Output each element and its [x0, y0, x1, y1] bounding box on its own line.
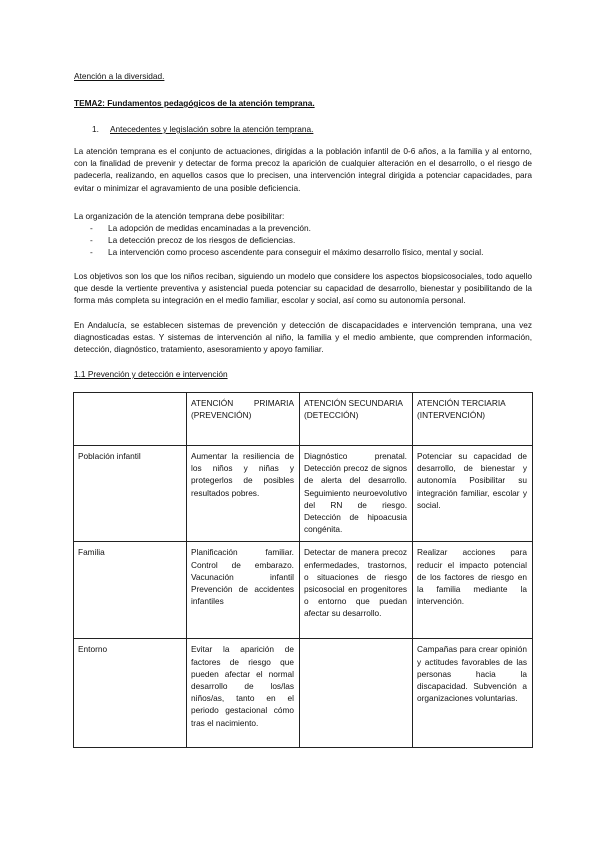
section-1-number: 1. [92, 124, 99, 134]
heading-tema: TEMA2: Fundamentos pedagógicos de la atención temprana. [74, 98, 315, 108]
row-label: Familia [74, 542, 187, 639]
table-row [74, 639, 533, 748]
table-row [74, 446, 533, 542]
row-label: Entorno [74, 639, 187, 748]
objectives-list [74, 222, 534, 259]
table-cell: Realizar acciones para reducir el impacto potencial de los factores de riesgo en la familia mediante la intervención. [413, 542, 533, 639]
subsection-title: 1.1 Prevención y detección e intervención [74, 369, 228, 379]
table-cell: Planificación familiar. Control de embarazo. Vacunación infantil Prevención de accidentes infantiles [187, 542, 300, 639]
attention-levels-table [73, 392, 533, 748]
paragraph-andalucia: En Andalucía, se establecen sistemas de prevención y detección de discapacidades e intervención temprana, una vez diagnosticadas estas. Y sistemas de intervención al niño, la familia y el medio ambiente, que comprenden información, detección, diagnóstico, tratamiento, asesoramiento y apoyo familiar. [74, 320, 532, 355]
table-cell: Diagnóstico prenatal. Detección precoz de signos de alerta del desarrollo. Seguimiento neuroevolutivo del RN de riesgo. Detección de hipoacusia congénita. [300, 446, 413, 542]
section-1-heading [92, 123, 313, 135]
list-item: - La intervención como proceso ascendente para conseguir el máximo desarrollo físico, mental y social. [90, 247, 484, 258]
row-label: Población infantil [74, 446, 187, 542]
table-cell [300, 639, 413, 748]
heading-diversity: Atención a la diversidad. [74, 71, 165, 81]
table-cell: Aumentar la resiliencia de los niños y niñas y protegerlos de posibles resultados pobres. [187, 446, 300, 542]
table-row [74, 542, 533, 639]
table-cell: Evitar la aparición de factores de riesgo que pueden afectar el normal desarrollo de los/las niños/as, tanto en el periodo gestacional cómo tras el nacimiento. [187, 639, 300, 748]
table-cell: Detectar de manera precoz enfermedades, trastornos, o situaciones de riesgo psicosocial en progenitores o entorno que puedan afectar su desarrollo. [300, 542, 413, 639]
table-header-cell: ATENCIÓN SECUNDARIA (DETECCIÓN) [300, 393, 413, 446]
table-cell: Campañas para crear opinión y actitudes favorables de las personas hacia la discapacidad. Subvención a organizaciones voluntarias. [413, 639, 533, 748]
paragraph-organization: La organización de la atención temprana debe posibilitar: [74, 211, 285, 221]
table-header-cell: ATENCIÓN PRIMARIA (PREVENCIÓN) [187, 393, 300, 446]
table-header-cell: ATENCIÓN TERCIARIA (INTERVENCIÓN) [413, 393, 533, 446]
table-header-row [74, 393, 533, 446]
list-item: - La detección precoz de los riesgos de deficiencias. [90, 235, 296, 246]
list-item: - La adopción de medidas encaminadas a la prevención. [90, 223, 311, 233]
paragraph-definition: La atención temprana es el conjunto de actuaciones, dirigidas a la población infantil de 0-6 años, a la familia y al entorno, con la finalidad de prevenir y detectar de forma precoz la aparición de cualquier alteración en el desarrollo, o el riesgo de padecerla, realizando, en aquellos casos que lo precisen, una intervención integral dirigida a potenciar capacidades, para evitar o minimizar el agravamiento de una posible deficiencia. [74, 146, 532, 193]
section-1-title: Antecedentes y legislación sobre la atención temprana. [110, 124, 314, 134]
table-header-cell [74, 393, 187, 446]
table-cell: Potenciar su capacidad de desarrollo, de bienestar y autonomía Posibilitar su integración familiar, escolar y social. [413, 446, 533, 542]
paragraph-objectives: Los objetivos son los que los niños reciban, siguiendo un modelo que considere los aspectos biopsicosociales, todo aquello que desde la vertiente preventiva y asistencial pueda potenciar su capacidad de desarrollo, bienestar y posibilitando de la forma más completa su integración en el medio familiar, escolar y social, así como su autonomía personal. [74, 271, 532, 306]
